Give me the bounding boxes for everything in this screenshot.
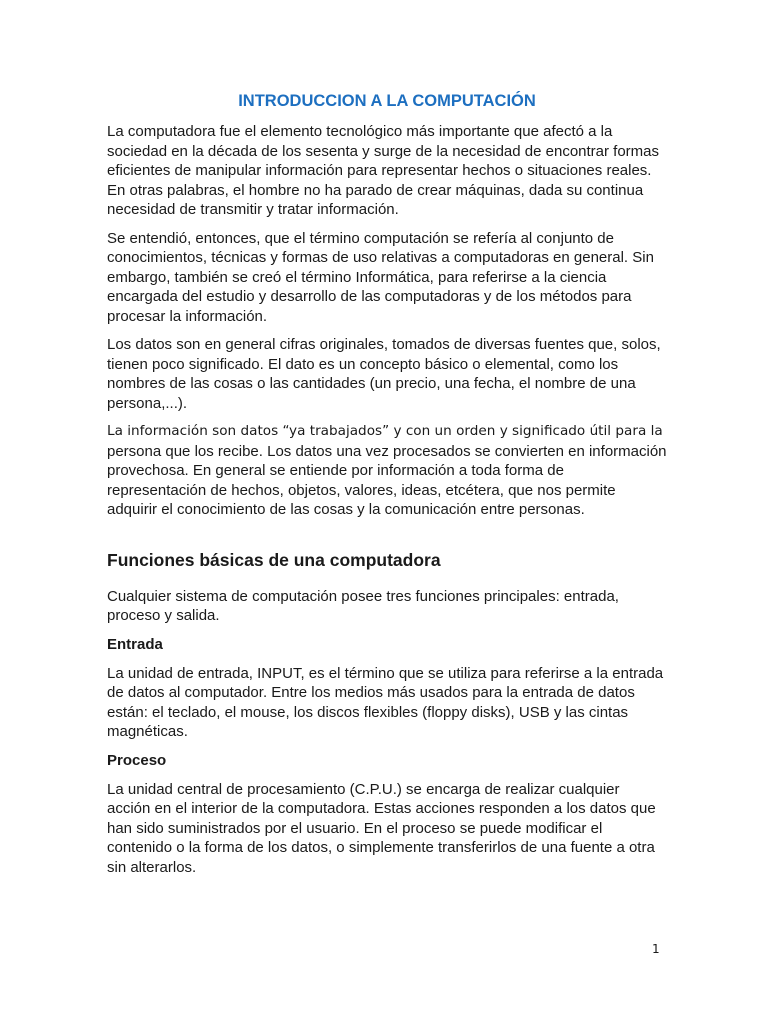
- subheading-entrada: Entrada: [107, 635, 163, 653]
- paragraph-informacion-first-line: La información son datos “ya trabajados” y con un orden y significado útil para la: [107, 423, 663, 439]
- paragraph-entrada: La unidad de entrada, INPUT, es el término que se utiliza para referirse a la entrada de datos al computador. Entre los medios más usados para la entrada de datos están: el teclado, el mouse, los discos flexibles (floppy disks), USB y las cintas magnéticas.: [107, 664, 664, 740]
- document-content: [107, 92, 667, 886]
- paragraph-informacion: persona que los recibe. Los datos una vez procesados se convierten en información provechosa. En general se entiende por información a toda forma de representación de hechos, objetos, valores, ideas, etcétera, que nos permite adquirir el conocimiento de las cosas y la comunicación entre personas.: [107, 442, 667, 518]
- page-number: 1: [652, 942, 660, 956]
- subheading-proceso: Proceso: [107, 751, 167, 769]
- paragraph-proceso: La unidad central de procesamiento (C.P.U.) se encarga de realizar cualquier acción en el interior de la computadora. Estas acciones responden a los datos que han sido suministrados por el usuario. En el proceso se puede modificar el contenido o la forma de los datos, o simplemente transferirlos de una fuente a otra sin alterarlos.: [107, 780, 656, 876]
- paragraph-funciones-intro: Cualquier sistema de computación posee tres funciones principales: entrada, proceso y salida.: [107, 587, 619, 624]
- paragraph-computadora: La computadora fue el elemento tecnológico más importante que afectó a la sociedad en la década de los sesenta y surge de la necesidad de encontrar formas eficientes de manipular información para representar hechos o situaciones reales. En otras palabras, el hombre no ha parado de crear máquinas, dada su continua necesidad de transmitir y tratar información.: [107, 123, 660, 218]
- paragraph-datos: Los datos son en general cifras originales, tomados de diversas fuentes que, solos, tienen poco significado. El dato es un concepto básico o elemental, como los nombres de las cosas o las cantidades (un precio, una fecha, el nombre de una persona,...).: [107, 336, 661, 412]
- document-title: INTRODUCCION A LA COMPUTACIÓN: [238, 92, 536, 110]
- paragraph-computacion: Se entendió, entonces, que el término computación se refería al conjunto de conocimientos, técnicas y formas de uso relativas a computadoras en general. Sin embargo, también se creó el término Informática, para referirse a la ciencia encargada del estudio y desarrollo de las computadoras y de los métodos para procesar la información.: [107, 229, 654, 325]
- section-heading-funciones: Funciones básicas de una computadora: [107, 549, 441, 570]
